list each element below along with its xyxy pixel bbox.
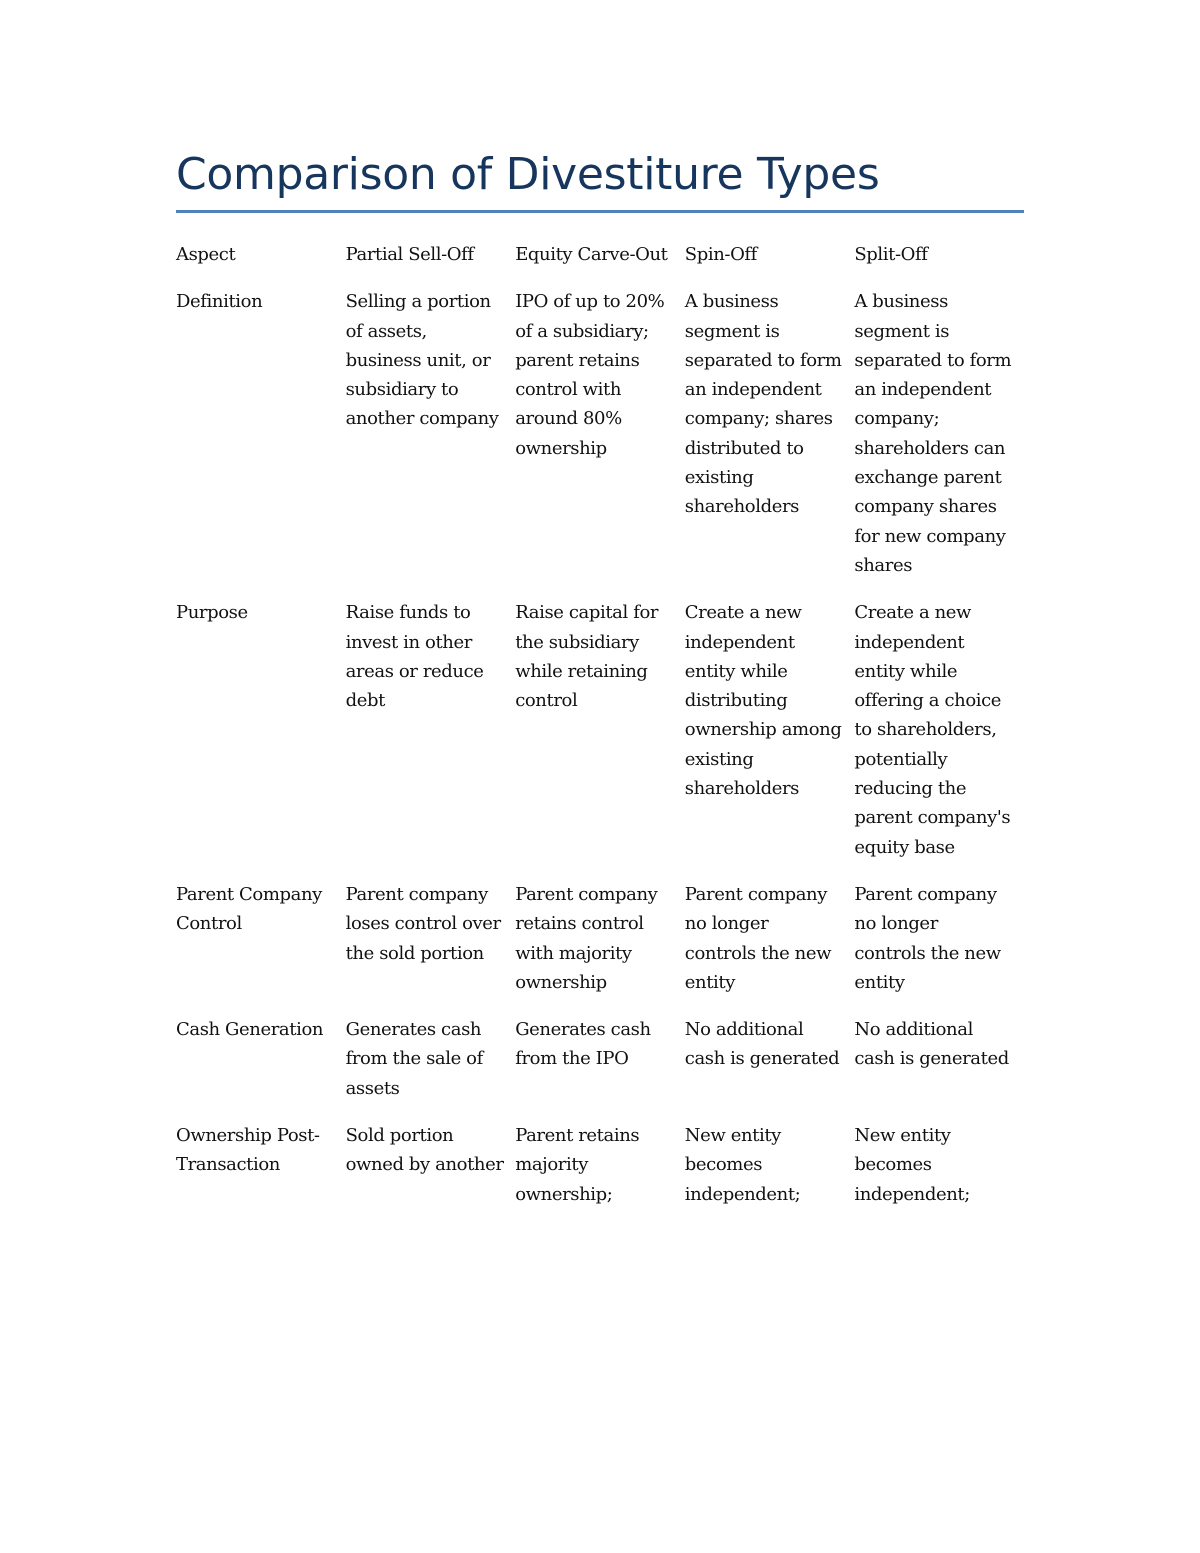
cell-split-off: No additional cash is generated bbox=[854, 1019, 1009, 1070]
cell-aspect: Parent Company Control bbox=[176, 883, 322, 935]
cell-spin-off: Parent company no longer controls the new entity bbox=[684, 883, 832, 993]
cell-aspect: Purpose bbox=[176, 602, 248, 624]
cell-equity-carve-out: IPO of up to 20% of a subsidiary; parent retains control with around 80% ownership bbox=[515, 291, 665, 459]
cell-split-off: A business segment is separated to form an independent company; shareholders can exchange parent company shares for new company shares bbox=[854, 291, 1012, 576]
document-title: Comparison of Divestiture Types bbox=[176, 149, 880, 200]
table-row-definition bbox=[176, 287, 1024, 580]
header-aspect: Aspect bbox=[176, 244, 236, 265]
comparison-table bbox=[176, 240, 1024, 1227]
table-row-parent-company-control bbox=[176, 880, 1024, 997]
cell-aspect: Definition bbox=[176, 291, 263, 313]
cell-spin-off: Create a new independent entity while distributing ownership among existing shareholders bbox=[684, 602, 842, 800]
header-equity-carve-out: Equity Carve-Out bbox=[515, 244, 668, 265]
cell-equity-carve-out: Generates cash from the IPO bbox=[515, 1019, 651, 1070]
cell-equity-carve-out: Parent retains majority ownership; bbox=[515, 1125, 640, 1205]
cell-partial-sell-off: Parent company loses control over the sold portion bbox=[345, 883, 501, 964]
cell-spin-off: No additional cash is generated bbox=[684, 1019, 840, 1070]
cell-partial-sell-off: Selling a portion of assets, business unit, or subsidiary to another company bbox=[345, 291, 499, 430]
cell-split-off: Parent company no longer controls the new entity bbox=[854, 883, 1001, 993]
table-header-row bbox=[176, 240, 1024, 269]
cell-spin-off: A business segment is separated to form an independent company; shares distributed to existing shareholders bbox=[684, 291, 842, 518]
table-row-cash-generation bbox=[176, 1015, 1024, 1103]
cell-spin-off: New entity becomes independent; bbox=[684, 1125, 801, 1205]
cell-aspect: Ownership Post-Transaction bbox=[176, 1125, 320, 1176]
title-underline bbox=[176, 210, 1024, 213]
cell-partial-sell-off: Generates cash from the sale of assets bbox=[345, 1019, 483, 1099]
cell-aspect: Cash Generation bbox=[176, 1019, 324, 1041]
cell-equity-carve-out: Parent company retains control with majority ownership bbox=[515, 883, 658, 993]
cell-equity-carve-out: Raise capital for the subsidiary while retaining control bbox=[515, 602, 659, 712]
cell-partial-sell-off: Sold portion owned by another bbox=[345, 1125, 504, 1176]
cell-split-off: Create a new independent entity while offering a choice to shareholders, potentially reducing the parent company's equity base bbox=[854, 602, 1011, 858]
cell-split-off: New entity becomes independent; bbox=[854, 1125, 970, 1205]
table-row-purpose bbox=[176, 598, 1024, 862]
header-spin-off: Spin-Off bbox=[684, 244, 757, 265]
header-split-off: Split-Off bbox=[854, 244, 928, 265]
cell-partial-sell-off: Raise funds to invest in other areas or reduce debt bbox=[345, 602, 484, 712]
header-partial-sell-off: Partial Sell-Off bbox=[345, 244, 474, 265]
table-row-ownership-post-transaction bbox=[176, 1121, 1024, 1209]
